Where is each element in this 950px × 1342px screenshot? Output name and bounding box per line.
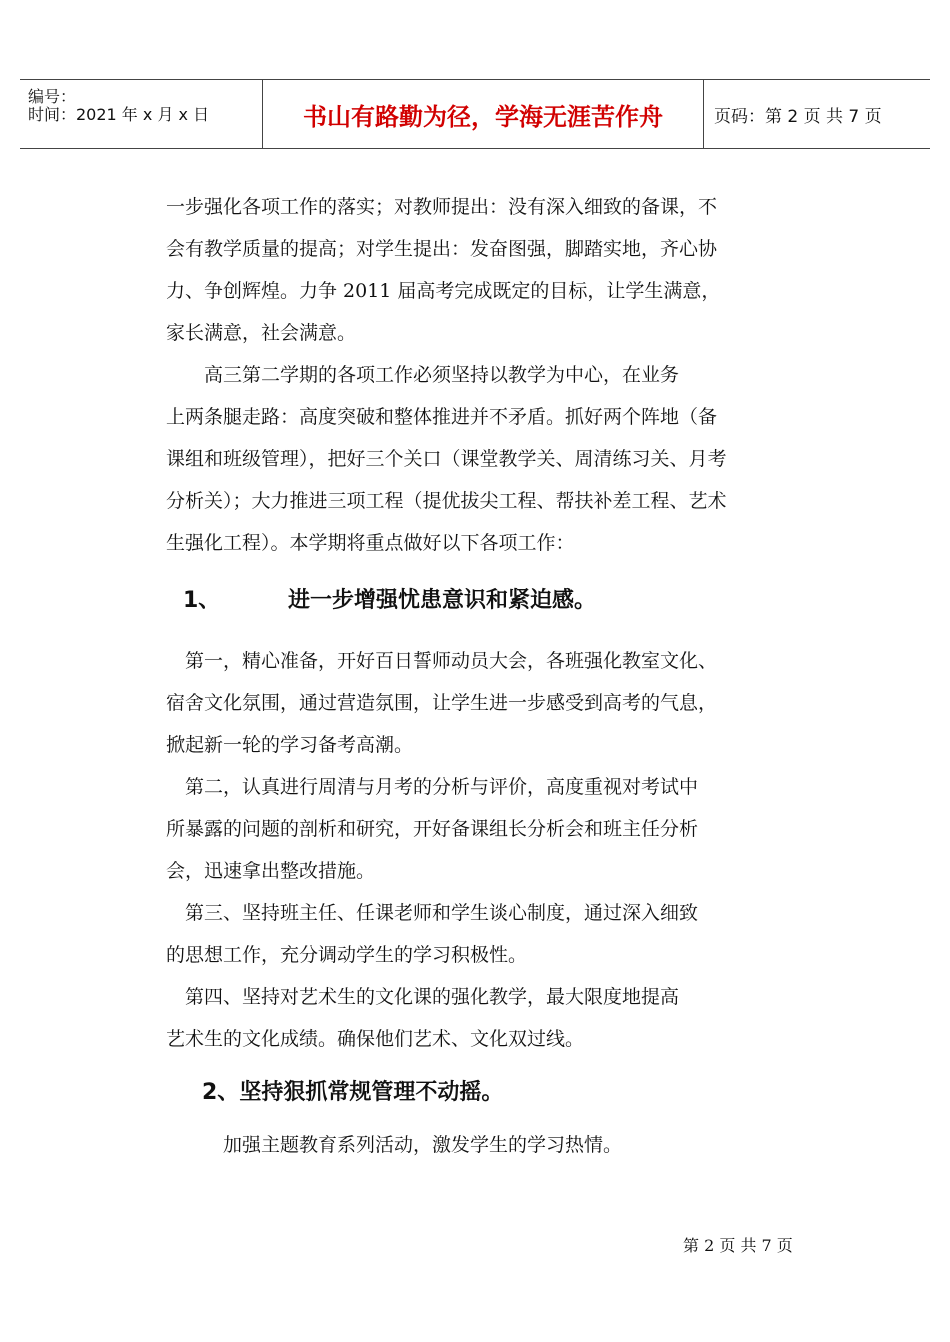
text-line: 会有教学质量的提高；对学生提出：发奋图强，脚踏实地，齐心协 (166, 238, 718, 260)
text-line: 第二，认真进行周清与月考的分析与评价，高度重视对考试中 (166, 776, 699, 798)
text-line: 会，迅速拿出整改措施。 (166, 860, 376, 882)
text-line: 课组和班级管理），把好三个关口（课堂教学关、周清练习关、月考 (166, 448, 727, 470)
section-heading-1 (183, 583, 596, 614)
time-label: 时间：2021 年 x 月 x 日 (28, 105, 210, 124)
heading-number: 1、 (183, 588, 221, 613)
text-line: 高三第二学期的各项工作必须坚持以教学为中心，在业务 (166, 364, 680, 386)
text-line: 宿舍文化氛围，通过营造氛围，让学生进一步感受到高考的气息， (166, 692, 718, 714)
text-line: 的思想工作，充分调动学生的学习积极性。 (166, 944, 528, 966)
page-header (20, 79, 930, 149)
text-line: 力、争创辉煌。力争 2011 届高考完成既定的目标，让学生满意， (166, 280, 721, 302)
paragraph-6 (166, 976, 786, 1060)
text-line: 第四、坚持对艺术生的文化课的强化教学，最大限度地提高 (166, 986, 680, 1008)
paragraph-1 (166, 186, 786, 354)
text-line: 第一，精心准备，开好百日誓师动员大会，各班强化教室文化、 (166, 650, 718, 672)
page-footer: 第 2 页 共 7 页 (683, 1236, 793, 1255)
text-line: 上两条腿走路：高度突破和整体推进并不矛盾。抓好两个阵地（备 (166, 406, 718, 428)
text-line: 家长满意，社会满意。 (166, 322, 357, 344)
paragraph-7 (166, 1124, 786, 1166)
header-motto: 书山有路勤为径，学海无涯苦作舟 (262, 80, 704, 148)
text-line: 加强主题教育系列活动，激发学生的学习热情。 (166, 1134, 623, 1156)
paragraph-5 (166, 892, 786, 976)
paragraph-3 (166, 640, 786, 766)
text-line: 一步强化各项工作的落实；对教师提出：没有深入细致的备课，不 (166, 196, 718, 218)
heading-number: 2、 (202, 1080, 240, 1105)
text-line: 第三、坚持班主任、任课老师和学生谈心制度，通过深入细致 (166, 902, 699, 924)
section-heading-2 (202, 1075, 503, 1106)
text-line: 艺术生的文化成绩。确保他们艺术、文化双过线。 (166, 1028, 585, 1050)
paragraph-4 (166, 766, 786, 892)
text-line: 掀起新一轮的学习备考高潮。 (166, 734, 414, 756)
text-line: 生强化工程）。本学期将重点做好以下各项工作： (166, 532, 575, 554)
header-meta (20, 80, 262, 148)
text-line: 分析关）；大力推进三项工程（提优拔尖工程、帮扶补差工程、艺术 (166, 490, 727, 512)
heading-text: 进一步增强忧患意识和紧迫感。 (287, 588, 596, 613)
heading-text: 坚持狠抓常规管理不动摇。 (239, 1080, 504, 1105)
number-label: 编号： (28, 87, 77, 106)
header-page-info: 页码：第 2 页 共 7 页 (714, 106, 882, 127)
text-line: 所暴露的问题的剖析和研究，开好备课组长分析会和班主任分析 (166, 818, 699, 840)
paragraph-2 (166, 354, 786, 564)
